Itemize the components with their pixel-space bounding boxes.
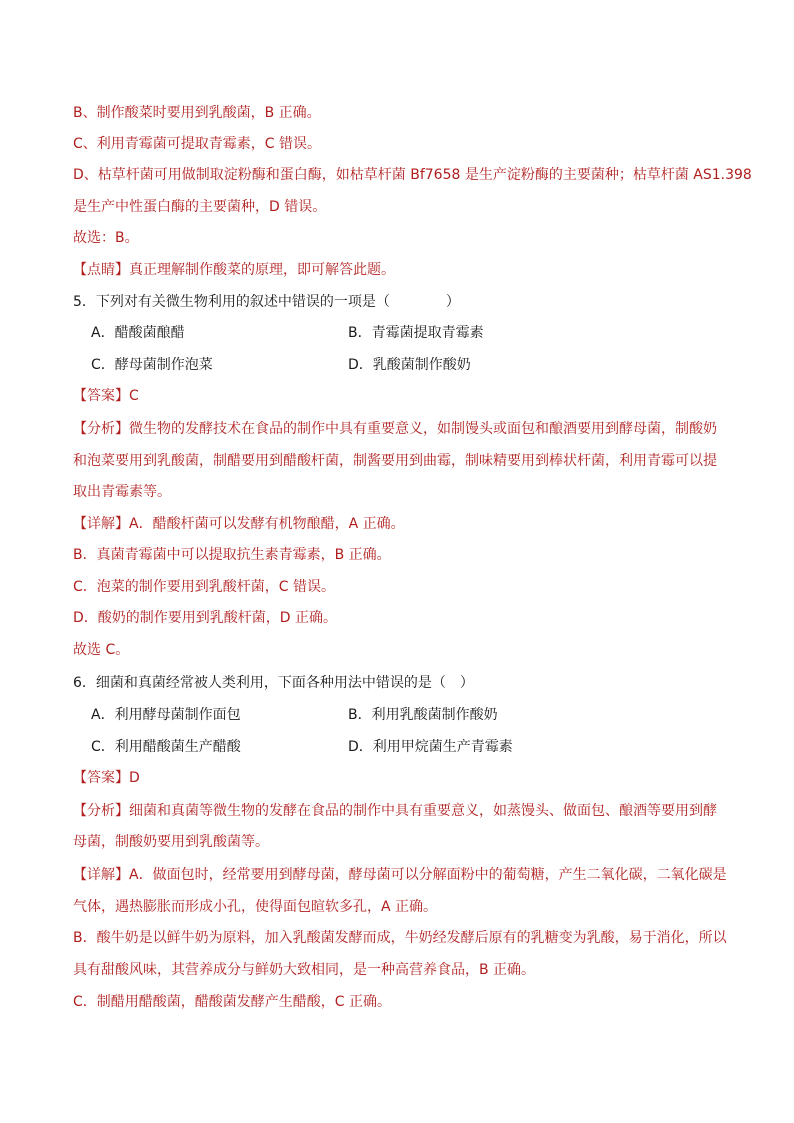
point-section (73, 260, 734, 280)
question-6-stem: 6．细菌和真菌经常被人类利用，下面各种用法中错误的是（ ） (73, 675, 474, 691)
q6-detail-line: 气体，遇热膨胀而形成小孔，使得面包暄软多孔，A 正确。 (73, 899, 438, 915)
q6-option-c: C．利用醋酸菌生产醋酸 (91, 739, 241, 755)
q6-option-b: B．利用乳酸菌制作酸奶 (348, 707, 498, 723)
q6-analysis-line-2: 母菌，制酸奶要用到乳酸菌等。 (73, 834, 269, 850)
q5-option-d: D．乳酸菌制作酸奶 (348, 357, 471, 373)
explanation-line: D、枯草杆菌可用做制取淀粉酶和蛋白酶，如枯草杆菌 Bf7658 是生产淀粉酶的主要菌种；枯草杆菌 AS1.398 (73, 167, 752, 183)
q5-detail-line: B．真菌青霉菌中可以提取抗生素青霉素，B 正确。 (73, 547, 391, 563)
q6-option-d: D．利用甲烷菌生产青霉素 (348, 739, 513, 755)
answer-value: C (129, 388, 139, 404)
q6-detail-line: B．酸牛奶是以鲜牛奶为原料，加入乳酸菌发酵而成，牛奶经发酵后原有的乳糖变为乳酸，易于消化，所以 (73, 930, 727, 946)
analysis-tag: 【分析】 (73, 803, 129, 819)
q5-answer (73, 386, 734, 406)
q5-analysis-line-2: 和泡菜要用到乳酸菌，制醋要用到醋酸杆菌，制酱要用到曲霉，制味精要用到棒状杆菌，利用青霉可以提 (73, 453, 717, 469)
analysis-tag: 【分析】 (73, 421, 129, 437)
point-text: 真正理解制作酸菜的原理，即可解答此题。 (129, 262, 395, 278)
q6-answer (73, 768, 734, 788)
q5-detail-line: C．泡菜的制作要用到乳酸杆菌，C 错误。 (73, 579, 335, 595)
q5-option-b: B．青霉菌提取青霉素 (348, 325, 484, 341)
q5-detail-line: 故选 C。 (73, 642, 130, 658)
q6-option-a: A．利用酵母菌制作面包 (91, 707, 241, 723)
question-5-stem: 5．下列对有关微生物利用的叙述中错误的一项是（ ） (73, 294, 460, 310)
answer-tag: 【答案】 (73, 770, 129, 786)
q6-detail-line-1: 【详解】A．做面包时，经常要用到酵母菌，酵母菌可以分解面粉中的葡萄糖，产生二氧化碳，二氧化碳是 (73, 867, 727, 883)
q5-detail-line-1: 【详解】A．醋酸杆菌可以发酵有机物酿醋，A 正确。 (73, 516, 405, 532)
q5-option-a: A．醋酸菌酿醋 (91, 325, 185, 341)
q5-detail-line: D．酸奶的制作要用到乳酸杆菌，D 正确。 (73, 610, 338, 626)
explanation-line: B、制作酸菜时要用到乳酸菌，B 正确。 (73, 105, 321, 121)
q6-analysis-line-1: 【分析】细菌和真菌等微生物的发酵在食品的制作中具有重要意义，如蒸馒头、做面包、酿酒等要用到酵 (73, 803, 717, 819)
q5-analysis-line-1: 【分析】微生物的发酵技术在食品的制作中具有重要意义，如制馒头或面包和酿酒要用到酵母菌，制酸奶 (73, 421, 717, 437)
q5-analysis-line-3: 取出青霉素等。 (73, 484, 171, 500)
q6-detail-line: C．制醋用醋酸菌，醋酸菌发酵产生醋酸，C 正确。 (73, 994, 391, 1010)
detail-tag: 【详解】 (73, 867, 129, 883)
explanation-line: 故选：B。 (73, 230, 139, 246)
explanation-line: C、利用青霉菌可提取青霉素，C 错误。 (73, 136, 321, 152)
explanation-line: 是生产中性蛋白酶的主要菌种，D 错误。 (73, 199, 327, 215)
q6-detail-line: 具有甜酸风味，其营养成分与鲜奶大致相同，是一种高营养食品，B 正确。 (73, 962, 536, 978)
q5-option-c: C．酵母菌制作泡菜 (91, 357, 213, 373)
answer-tag: 【答案】 (73, 388, 129, 404)
answer-value: D (129, 770, 140, 786)
point-tag: 【点睛】 (73, 262, 129, 278)
detail-tag: 【详解】 (73, 516, 129, 532)
